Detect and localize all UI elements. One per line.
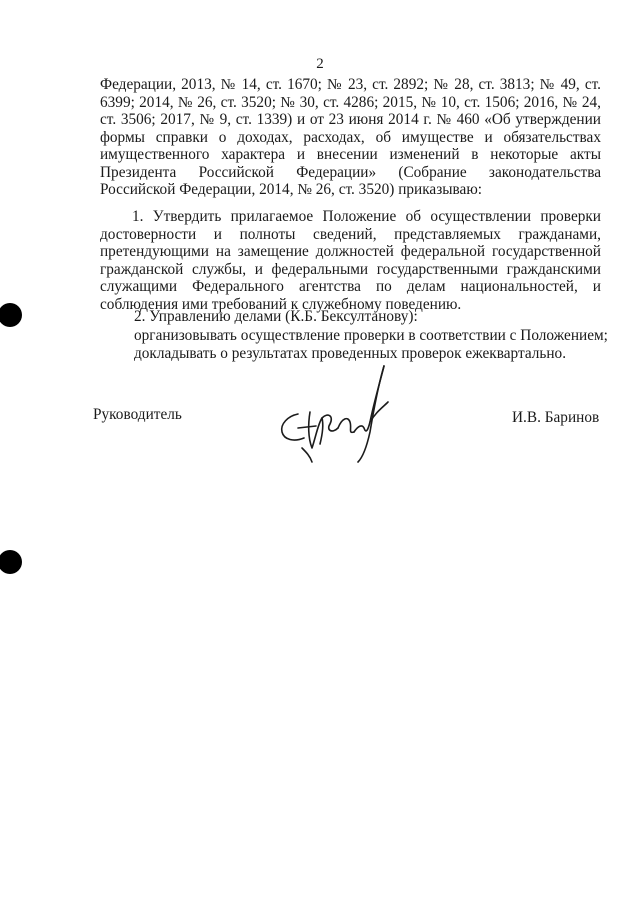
punch-hole	[0, 303, 22, 327]
order-item-2: 2. Управлению делами (К.Б. Бексултанову):	[134, 308, 418, 325]
page-number: 2	[316, 56, 324, 72]
order-item-2-line-2: докладывать о результатах проведенных проверок ежеквартально.	[134, 345, 567, 362]
punch-hole	[0, 550, 22, 574]
order-item-2-line-1: организовывать осуществление проверки в соответствии с Положением;	[134, 327, 608, 344]
order-item-1: 1. Утвердить прилагаемое Положение об осуществлении проверки достоверности и полноты сведений, представляемых гражданами, претендующими на замещение должностей федеральной государственной гражданской службы, и федеральными государственными гражданскими служащими Федерального агентства по делам национальностей, и соблюдения ими требований к служебному поведению.	[100, 208, 601, 313]
signer-name: И.В. Баринов	[512, 409, 600, 426]
handwritten-signature	[258, 352, 398, 472]
continuation-paragraph: Федерации, 2013, № 14, ст. 1670; № 23, ст. 2892; № 28, ст. 3813; № 49, ст. 6399; 2014, № 26, ст. 3520; № 30, ст. 4286; 2015, № 10, ст. 1506; 2016, № 24, ст. 3506; 2017, № 9, ст. 1339) и от 23 июня 2014 г. № 460 «Об утверждении формы справки о доходах, расходах, об имуществе и обязательствах имущественного характера и внесении изменений в некоторые акты Президента Российской Федерации» (Собрание законодательства Российской Федерации, 2014, № 26, ст. 3520) приказываю:	[100, 76, 601, 198]
signer-title: Руководитель	[93, 406, 182, 423]
